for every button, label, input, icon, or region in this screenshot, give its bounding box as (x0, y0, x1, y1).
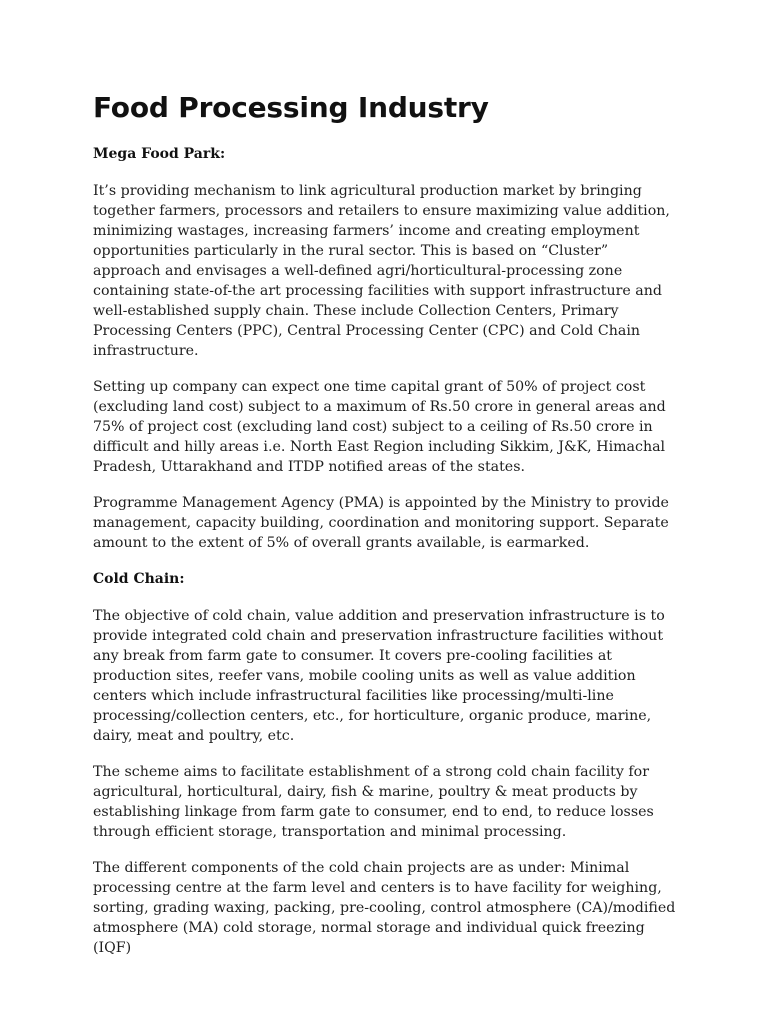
paragraph-cold-chain-3: The different components of the cold chain projects are as under: Minimal processing centre at the farm level and centers is to have facility for weighing, sorting, grading waxing, packing, pre-cooling, control atmosphere (CA)/modified atmosphere (MA) cold storage, normal storage and individual quick freezing (IQF) (93, 860, 676, 956)
paragraph-mega-food-park-2: Setting up company can expect one time capital grant of 50% of project cost (excluding land cost) subject to a maximum of Rs.50 crore in general areas and 75% of project cost (excluding land cost) subject to a ceiling of Rs.50 crore in difficult and hilly areas i.e. North East Region including Sikkim, J&K, Himachal Pradesh, Uttarakhand and ITDP notified areas of the states. (93, 379, 666, 475)
paragraph-cold-chain-1: The objective of cold chain, value addition and preservation infrastructure is to provide integrated cold chain and preservation infrastructure facilities without any break from farm gate to consumer. It covers pre-cooling facilities at production sites, reefer vans, mobile cooling units as well as value addition centers which include infrastructural facilities like processing/multi-line processing/collection centers, etc., for horticulture, organic produce, marine, dairy, meat and poultry, etc. (93, 608, 665, 744)
paragraph-mega-food-park-3: Programme Management Agency (PMA) is appointed by the Ministry to provide management, capacity building, coordination and monitoring support. Separate amount to the extent of 5% of overall grants available, is earmarked. (93, 495, 669, 551)
page-title: Food Processing Industry (93, 91, 489, 124)
section-heading-mega-food-park: Mega Food Park: (93, 146, 226, 162)
paragraph-cold-chain-2: The scheme aims to facilitate establishment of a strong cold chain facility for agricultural, horticultural, dairy, fish & marine, poultry & meat products by establishing linkage from farm gate to consumer, end to end, to reduce losses through efficient storage, transportation and minimal processing. (93, 764, 654, 840)
section-heading-cold-chain: Cold Chain: (93, 571, 185, 587)
paragraph-mega-food-park-1: It’s providing mechanism to link agricultural production market by bringing together farmers, processors and retailers to ensure maximizing value addition, minimizing wastages, increasing farmers’ income and creating employment opportunities particularly in the rural sector. This is based on “Cluster” approach and envisages a well-defined agri/horticultural-processing zone containing state-of-the art processing facilities with support infrastructure and well-established supply chain. These include Collection Centers, Primary Processing Centers (PPC), Central Processing Center (CPC) and Cold Chain infrastructure. (93, 183, 670, 359)
